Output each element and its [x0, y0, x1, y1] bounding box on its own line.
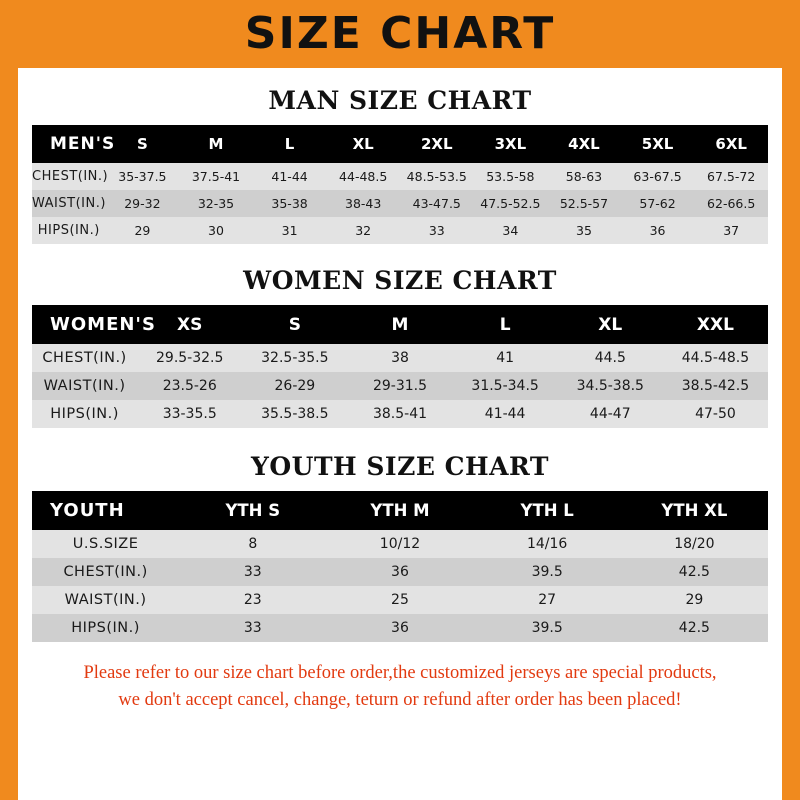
table-cell: 33: [243, 564, 262, 580]
youth-table-body: [32, 530, 768, 642]
table-cell: 32.5-35.5: [261, 350, 329, 366]
table-cell: 23: [243, 592, 262, 608]
table-cell: 37.5-41: [191, 169, 241, 184]
table-cell: 41-44: [271, 169, 308, 184]
table-cell: 38.5-41: [372, 406, 428, 422]
table-cell: 35-37.5: [118, 169, 167, 184]
table-row: [32, 586, 768, 614]
men-header-cell: S: [136, 135, 148, 153]
men-header-cell: 6XL: [715, 135, 747, 153]
table-cell: 23.5-26: [162, 378, 217, 394]
table-cell: 10/12: [379, 536, 421, 552]
men-header-cell: M: [208, 135, 224, 153]
men-header-cell: 2XL: [420, 135, 453, 153]
table-cell: 42.5: [678, 564, 710, 580]
table-cell: 52.5-57: [559, 196, 609, 211]
table-cell: 39.5: [531, 564, 563, 580]
table-cell: 38: [391, 350, 409, 366]
men-header-cell: 5XL: [641, 135, 674, 153]
table-cell: 29.5-32.5: [156, 350, 224, 366]
table-cell: 27: [538, 592, 557, 608]
table-cell: 44.5: [594, 350, 626, 366]
table-cell: 29-31.5: [372, 378, 428, 394]
table-cell: 35.5-38.5: [261, 406, 329, 422]
row-label: CHEST(IN.): [63, 564, 148, 580]
table-cell: 44.5-48.5: [681, 350, 750, 366]
table-row: [32, 344, 768, 372]
men-header-label: MEN'S: [50, 134, 116, 154]
row-label: CHEST(IN.): [42, 350, 127, 366]
table-cell: 35-38: [271, 196, 308, 211]
youth-header-cell: YTH XL: [661, 501, 728, 520]
table-row: [32, 372, 768, 400]
table-cell: 38.5-42.5: [681, 378, 750, 394]
row-label: WAIST(IN.): [43, 378, 126, 394]
women-header-cell: XL: [598, 314, 623, 335]
table-cell: 18/20: [674, 536, 715, 552]
table-cell: 31: [281, 223, 298, 238]
women-header-cell: S: [288, 314, 301, 335]
table-cell: 33: [428, 223, 445, 238]
table-cell: 14/16: [526, 536, 568, 552]
table-cell: 29: [685, 592, 704, 608]
table-header-row: [32, 125, 768, 163]
men-header-cell: 3XL: [494, 135, 527, 153]
women-header-cell: XS: [177, 314, 203, 335]
table-cell: 36: [649, 223, 666, 238]
women-table-body: [32, 344, 768, 428]
table-cell: 36: [391, 564, 409, 580]
table-cell: 34.5-38.5: [576, 378, 644, 394]
table-row: [32, 558, 768, 586]
row-label: WAIST(IN.): [32, 196, 106, 211]
table-cell: 29: [134, 223, 151, 238]
youth-size-table: [32, 491, 768, 642]
table-cell: 62-66.5: [707, 196, 756, 211]
table-cell: 41: [496, 350, 515, 366]
content: [18, 86, 782, 714]
row-label: HIPS(IN.): [50, 406, 119, 422]
table-cell: 42.5: [678, 620, 710, 636]
table-cell: 44-47: [589, 406, 631, 422]
table-cell: 47.5-52.5: [480, 196, 541, 211]
men-section-title: MAN SIZE CHART: [268, 86, 532, 115]
table-cell: 44-48.5: [339, 169, 388, 184]
youth-table-header: [32, 491, 768, 530]
row-label: U.S.SIZE: [72, 536, 139, 552]
banner: [18, 0, 782, 68]
women-section-title: WOMEN SIZE CHART: [243, 266, 557, 295]
men-size-table: [32, 125, 768, 244]
table-cell: 34: [502, 223, 519, 238]
table-cell: 38-43: [345, 196, 382, 211]
youth-header-cell: YTH M: [370, 501, 430, 520]
table-row: [32, 614, 768, 642]
table-cell: 53.5-58: [486, 169, 535, 184]
table-cell: 32-35: [197, 196, 235, 211]
table-cell: 32: [355, 223, 372, 238]
table-row: [32, 190, 768, 217]
women-header-cell: XXL: [696, 314, 734, 335]
table-cell: 57-62: [639, 196, 676, 211]
row-label: HIPS(IN.): [71, 620, 140, 636]
row-label: HIPS(IN.): [37, 223, 100, 238]
order-notice-line-2: we don't accept cancel, change, teturn or refund after order has been placed!: [118, 689, 682, 710]
men-header-cell: 4XL: [568, 135, 600, 153]
men-header-cell: XL: [352, 135, 374, 153]
table-cell: 26-29: [274, 378, 316, 394]
table-cell: 35: [576, 223, 592, 238]
table-cell: 63-67.5: [633, 169, 682, 184]
table-cell: 29-32: [124, 196, 161, 211]
table-cell: 39.5: [531, 620, 563, 636]
women-header-cell: L: [499, 314, 511, 335]
table-row: [32, 530, 768, 558]
table-cell: 67.5-72: [707, 169, 756, 184]
order-notice: [32, 660, 768, 714]
table-row: [32, 217, 768, 244]
order-notice-line-1: Please refer to our size chart before order,the customized jerseys are special products,: [83, 663, 717, 683]
table-cell: 33-35.5: [162, 406, 217, 422]
youth-header-cell: YTH S: [225, 501, 281, 520]
table-cell: 31.5-34.5: [471, 378, 539, 394]
table-cell: 36: [391, 620, 409, 636]
table-cell: 58-63: [565, 169, 603, 184]
page-title: SIZE CHART: [244, 8, 556, 59]
men-table-header: [32, 125, 768, 163]
table-row: [32, 400, 768, 428]
women-header-label: WOMEN'S: [50, 314, 156, 335]
table-cell: 41-44: [484, 406, 526, 422]
row-label: WAIST(IN.): [64, 592, 147, 608]
women-header-cell: M: [391, 314, 409, 335]
youth-header-cell: YTH L: [520, 501, 574, 520]
women-table-header: [32, 305, 768, 344]
youth-section-title: YOUTH SIZE CHART: [251, 452, 549, 481]
row-label: CHEST(IN.): [32, 169, 109, 184]
table-row: [32, 163, 768, 190]
table-cell: 30: [208, 223, 224, 238]
women-size-table: [32, 305, 768, 428]
table-header-row: [32, 305, 768, 344]
table-cell: 33: [243, 620, 262, 636]
table-cell: 8: [248, 536, 258, 552]
men-table-body: [32, 163, 768, 244]
table-cell: 43-47.5: [412, 196, 461, 211]
men-header-cell: L: [284, 135, 295, 153]
table-cell: 48.5-53.5: [406, 169, 467, 184]
table-cell: 37: [723, 223, 740, 238]
table-header-row: [32, 491, 768, 530]
table-cell: 47-50: [695, 406, 736, 422]
table-cell: 25: [391, 592, 409, 608]
youth-header-label: YOUTH: [50, 500, 125, 521]
